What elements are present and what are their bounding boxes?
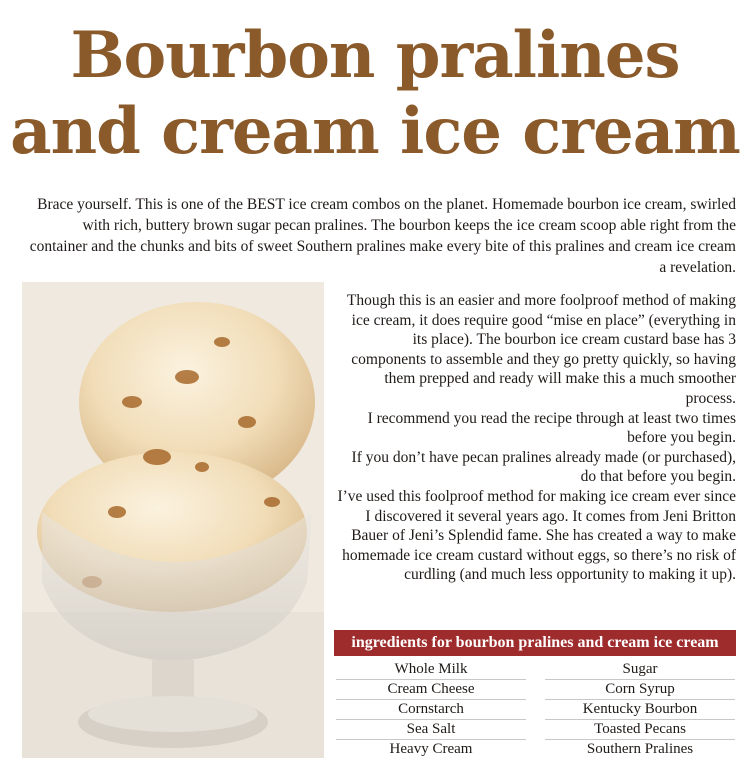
ingredient-item: Cornstarch (336, 700, 526, 720)
paragraph-4: I’ve used this foolproof method for making ice cream ever since I discovered it several years ago. It comes from Jeni Britton Bauer of Jeni’s Splendid fame. She has created a way to make homemade ice cream custard without eggs, so there’s no risk of curdling (and much less opportunity to making it up). (337, 487, 736, 584)
title-line-2: and cream ice cream (10, 94, 740, 169)
ingredient-item: Corn Syrup (545, 680, 735, 700)
ice-cream-illustration (22, 282, 324, 758)
ingredients-left-list (336, 660, 526, 759)
paragraph-1: Though this is an easier and more foolproof method of making ice cream, it does require good “mise en place” (everything in its place). The bourbon ice cream custard base has 3 components to assemble and they go pretty quickly, so having them prepped and ready will make this a much smoother process. (346, 292, 736, 407)
ingredient-item: Cream Cheese (336, 680, 526, 700)
ingredient-item: Kentucky Bourbon (545, 700, 735, 720)
title-line-1: Bourbon pralines (70, 18, 680, 93)
paragraph-2: I recommend you read the recipe through at least two times before you begin. (367, 409, 736, 447)
ingredients-heading: ingredients for bourbon pralines and cream ice cream (334, 630, 736, 656)
ingredient-item: Sugar (545, 660, 735, 680)
ingredient-item: Heavy Cream (389, 741, 473, 757)
body-text (334, 291, 736, 585)
ingredient-item: Toasted Pecans (545, 720, 735, 740)
ice-cream-photo (22, 282, 324, 758)
ingredient-item: Southern Pralines (586, 741, 694, 757)
intro-paragraph: Brace yourself. This is one of the BEST ice cream combos on the planet. Homemade bourbon ice cream, swirled with rich, buttery brown sugar pecan pralines. The bourbon keeps the ice cream scoop able right from the container and the chunks and bits of sweet Southern pralines make every bite of this pralines and cream ice cream a revelation. (29, 196, 736, 276)
article-title (0, 18, 750, 170)
paragraph-3: If you don’t have pecan pralines already made (or purchased), do that before you begin. (351, 448, 736, 486)
ingredient-item: Sea Salt (336, 720, 526, 740)
ingredient-item: Whole Milk (336, 660, 526, 680)
ingredients-right-list (545, 660, 735, 759)
